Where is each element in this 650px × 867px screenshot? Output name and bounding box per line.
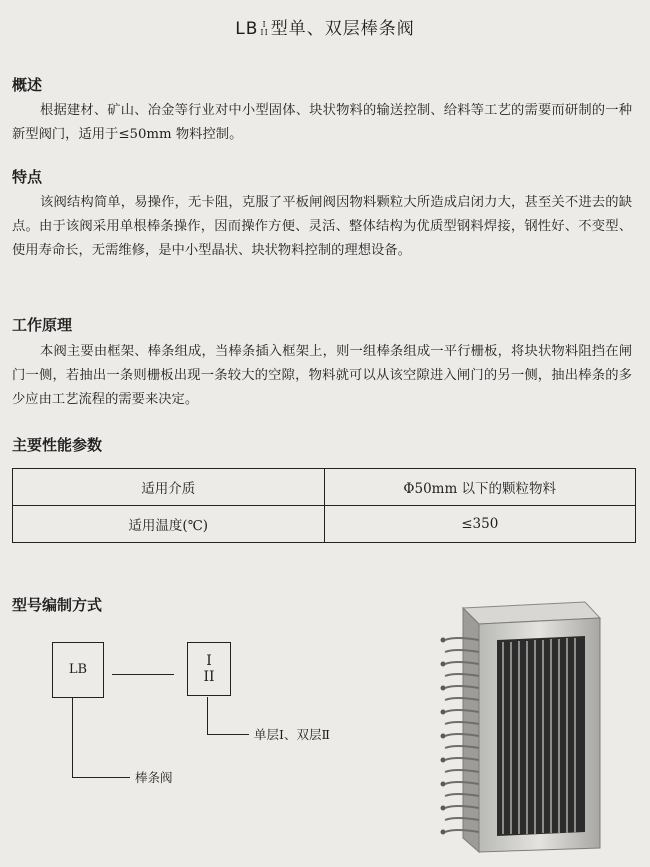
param-name: 适用温度(℃) — [13, 506, 325, 543]
model-heading: 型号编制方式 — [12, 596, 103, 614]
valve-leader-vertical — [72, 697, 73, 777]
principle-text: 本阀主要由框架、棒条组成，当棒条插入框架上，则一组棒条组成一平行栅板，将块状物料阻挡在闸门一侧，若抽出一条则栅板出现一条较大的空隙，物料就可以从该空隙进入闸门的另一侧，抽出棒条的多少应由工艺流程的需要来决定。 — [12, 344, 632, 407]
overview-text: 根据建材、矿山、冶金等行业对中小型固体、块状物料的输送控制、给料等工艺的需要而研制的一种新型阀门，适用于≤50mm 物料控制。 — [12, 103, 632, 142]
features-heading: 特点 — [12, 168, 43, 186]
title-sup-bottom: II — [260, 28, 269, 37]
overview-heading: 概述 — [12, 76, 43, 94]
layer-roman-bottom: II — [203, 669, 215, 685]
param-value: Φ50mm 以下的颗粒物料 — [324, 469, 636, 506]
layer-leader-horizontal — [207, 734, 249, 735]
layer-roman-top: I — [206, 653, 212, 669]
valve-label: 棒条阀 — [135, 770, 173, 785]
model-box-lb: LB — [52, 642, 104, 698]
param-name: 适用介质 — [13, 469, 325, 506]
params-table — [12, 468, 636, 543]
features-text: 该阀结构简单，易操作，无卡阻，克服了平板闸阀因物料颗粒大所造成启闭力大，甚至关不进去的缺点。由于该阀采用单根棒条操作，因而操作方便、灵活、整体结构为优质型钢料焊接，钢性好、不变型、使用寿命长，无需维修，是中小型晶状、块状物料控制的理想设备。 — [12, 195, 632, 258]
principle-heading: 工作原理 — [12, 316, 73, 334]
valve-leader-horizontal — [72, 777, 130, 778]
table-row — [13, 506, 636, 543]
title-main: 型单、双层棒条阀 — [270, 19, 415, 39]
table-row — [13, 469, 636, 506]
param-value: ≤350 — [324, 506, 636, 543]
title-sup-top: I — [262, 20, 267, 29]
title-superscript — [260, 21, 268, 37]
page-title — [0, 14, 650, 39]
params-heading: 主要性能参数 — [12, 436, 103, 454]
connector-line — [112, 674, 174, 675]
valve-product-image — [435, 600, 610, 855]
model-box-layer — [187, 642, 231, 696]
layer-label: 单层Ⅰ、双层Ⅱ — [254, 727, 330, 742]
title-prefix: LB — [235, 19, 259, 39]
layer-leader-vertical — [207, 697, 208, 734]
